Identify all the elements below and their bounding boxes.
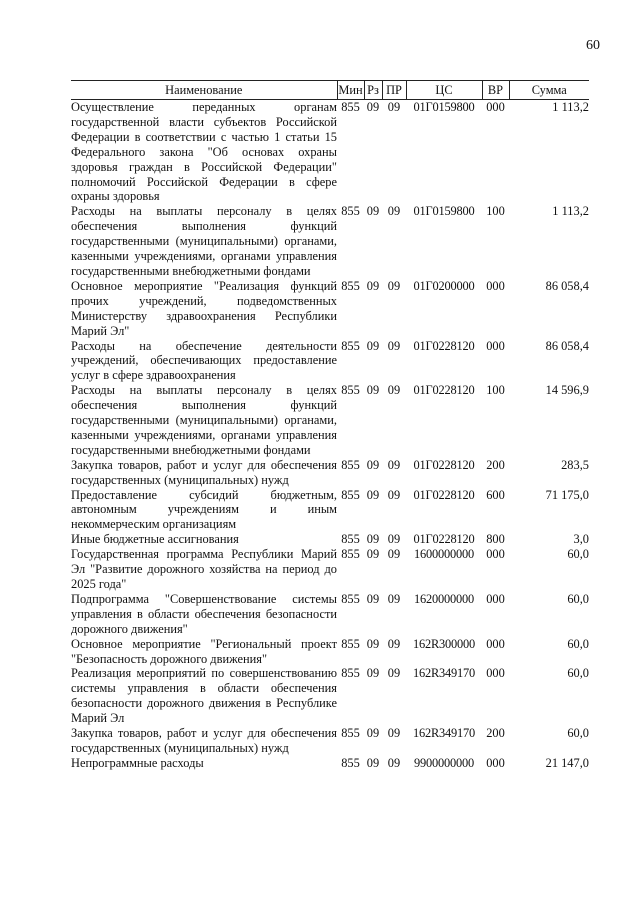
cell-min: 855: [341, 487, 360, 502]
cell-pr: 09: [387, 457, 401, 472]
cell-pr: 09: [387, 383, 401, 398]
cell-rz: 09: [366, 457, 380, 472]
cell-vr: 000: [486, 100, 505, 114]
table-row: [71, 488, 589, 533]
cell-name: Подпрограмма "Совершенствование системы управления в области обеспечения безопасности дорожного движения": [71, 591, 337, 636]
cell-name: Иные бюджетные ассигнования: [71, 532, 239, 547]
cell-min: 855: [341, 666, 360, 681]
column-header-vr: ВР: [482, 81, 509, 100]
cell-vr: 000: [486, 338, 505, 353]
column-header-sum: Сумма: [509, 81, 589, 100]
cell-sum: 86 058,4: [545, 278, 589, 293]
cell-cs: 1620000000: [414, 591, 474, 606]
cell-sum: 60,0: [567, 636, 589, 651]
table-row: [71, 637, 589, 667]
cell-min: 855: [341, 547, 360, 562]
cell-name: Закупка товаров, работ и услуг для обеспечения государственных (муниципальных) нужд: [71, 726, 337, 755]
cell-rz: 09: [366, 487, 380, 502]
cell-sum: 71 175,0: [545, 487, 589, 502]
cell-cs: 1600000000: [414, 547, 474, 562]
table-header-row: [71, 81, 589, 100]
cell-vr: 000: [486, 666, 505, 681]
cell-sum: 21 147,0: [545, 755, 589, 770]
cell-min: 855: [341, 278, 360, 293]
table-row: [71, 592, 589, 637]
cell-rz: 09: [366, 636, 380, 651]
budget-table: [71, 80, 589, 771]
cell-min: 855: [341, 591, 360, 606]
page-number: 60: [586, 38, 600, 53]
cell-cs: 9900000000: [414, 755, 474, 770]
cell-sum: 283,5: [561, 457, 589, 472]
column-header-pr: ПР: [382, 81, 406, 100]
cell-min: 855: [341, 204, 360, 219]
cell-min: 855: [341, 636, 360, 651]
cell-name: Государственная программа Республики Марий Эл "Развитие дорожного хозяйства на период до 2025 года": [71, 547, 337, 591]
cell-name: Расходы на обеспечение деятельности учреждений, обеспечивающих предоставление услуг в сфере здравоохранения: [71, 338, 337, 383]
cell-vr: 800: [486, 532, 505, 547]
cell-vr: 200: [486, 726, 505, 741]
table-row: [71, 204, 589, 279]
cell-cs: 01Г0228120: [413, 338, 475, 353]
cell-min: 855: [341, 100, 360, 114]
cell-vr: 100: [486, 204, 505, 219]
cell-sum: 60,0: [567, 726, 589, 741]
cell-pr: 09: [387, 666, 401, 681]
cell-min: 855: [341, 457, 360, 472]
cell-rz: 09: [366, 532, 380, 547]
cell-sum: 60,0: [567, 666, 589, 681]
cell-rz: 09: [366, 547, 380, 562]
table-row: [71, 547, 589, 592]
cell-cs: 01Г0159800: [413, 100, 475, 114]
cell-rz: 09: [366, 383, 380, 398]
cell-vr: 100: [486, 383, 505, 398]
cell-cs: 01Г0228120: [413, 487, 475, 502]
cell-cs: 162R349170: [412, 666, 476, 681]
cell-rz: 09: [366, 204, 380, 219]
cell-pr: 09: [387, 726, 401, 741]
cell-pr: 09: [387, 278, 401, 293]
cell-sum: 60,0: [567, 547, 589, 562]
table-row: [71, 726, 589, 756]
cell-min: 855: [341, 755, 360, 770]
cell-pr: 09: [387, 591, 401, 606]
cell-cs: 162R300000: [412, 636, 476, 651]
cell-pr: 09: [387, 204, 401, 219]
cell-cs: 162R349170: [412, 726, 476, 741]
cell-sum: 1 113,2: [552, 100, 589, 114]
cell-rz: 09: [366, 591, 380, 606]
cell-sum: 3,0: [573, 532, 589, 547]
cell-pr: 09: [387, 100, 401, 114]
table-row: [71, 100, 589, 205]
cell-pr: 09: [387, 755, 401, 770]
cell-name: Реализация мероприятий по совершенствованию системы управления в области обеспечения безопасности дорожного движения в Республике Марий Эл: [71, 666, 337, 726]
cell-cs: 01Г0228120: [413, 383, 475, 398]
table-row: [71, 383, 589, 458]
table-row: [71, 756, 589, 771]
cell-min: 855: [341, 338, 360, 353]
cell-vr: 000: [486, 755, 505, 770]
cell-vr: 600: [486, 487, 505, 502]
table-row: [71, 339, 589, 384]
cell-min: 855: [341, 726, 360, 741]
cell-vr: 200: [486, 457, 505, 472]
cell-name: Осуществление переданных органам государственной власти субъектов Российской Федерации в соответствии с частью 1 статьи 15 Федерального закона "Об основах охраны здоровья граждан в Российской Федерации" полномочий Российской Федерации в сфере охраны здоровья: [71, 100, 337, 204]
cell-name: Закупка товаров, работ и услуг для обеспечения государственных (муниципальных) нужд: [71, 457, 337, 487]
cell-rz: 09: [366, 666, 380, 681]
table-row: [71, 532, 589, 547]
cell-cs: 01Г0159800: [413, 204, 475, 219]
cell-name: Предоставление субсидий бюджетным, автономным учреждениям и иным некоммерческим организациям: [71, 487, 337, 532]
cell-name: Расходы на выплаты персоналу в целях обеспечения выполнения функций государственными (муниципальными) органами, казенными учреждениями, органами управления государственными внебюджетными фондами: [71, 204, 337, 278]
cell-sum: 86 058,4: [545, 338, 589, 353]
cell-cs: 01Г0200000: [413, 278, 475, 293]
cell-rz: 09: [366, 278, 380, 293]
column-header-rz: Рз: [364, 81, 382, 100]
cell-name: Основное мероприятие "Региональный проект "Безопасность дорожного движения": [71, 636, 337, 666]
cell-name: Расходы на выплаты персоналу в целях обеспечения выполнения функций государственными (муниципальными) органами, казенными учреждениями, органами управления государственными внебюджетными фондами: [71, 383, 337, 457]
cell-vr: 000: [486, 591, 505, 606]
cell-min: 855: [341, 532, 360, 547]
cell-pr: 09: [387, 338, 401, 353]
cell-pr: 09: [387, 487, 401, 502]
cell-cs: 01Г0228120: [413, 457, 475, 472]
table-row: [71, 279, 589, 339]
cell-name: Основное мероприятие "Реализация функций прочих учреждений, подведомственных Министерству здравоохранения Республики Марий Эл": [71, 278, 337, 338]
cell-name: Непрограммные расходы: [71, 755, 204, 770]
cell-sum: 1 113,2: [552, 204, 589, 219]
cell-cs: 01Г0228120: [413, 532, 475, 547]
cell-rz: 09: [366, 338, 380, 353]
column-header-name: Наименование: [71, 81, 337, 100]
cell-sum: 14 596,9: [545, 383, 589, 398]
cell-rz: 09: [366, 755, 380, 770]
cell-sum: 60,0: [567, 591, 589, 606]
cell-vr: 000: [486, 278, 505, 293]
cell-rz: 09: [366, 726, 380, 741]
column-header-min: Мин: [337, 81, 364, 100]
cell-pr: 09: [387, 636, 401, 651]
table-row: [71, 458, 589, 488]
cell-pr: 09: [387, 532, 401, 547]
table-row: [71, 666, 589, 726]
cell-min: 855: [341, 383, 360, 398]
cell-vr: 000: [486, 547, 505, 562]
cell-vr: 000: [486, 636, 505, 651]
cell-pr: 09: [387, 547, 401, 562]
cell-rz: 09: [366, 100, 380, 114]
column-header-cs: ЦС: [406, 81, 482, 100]
